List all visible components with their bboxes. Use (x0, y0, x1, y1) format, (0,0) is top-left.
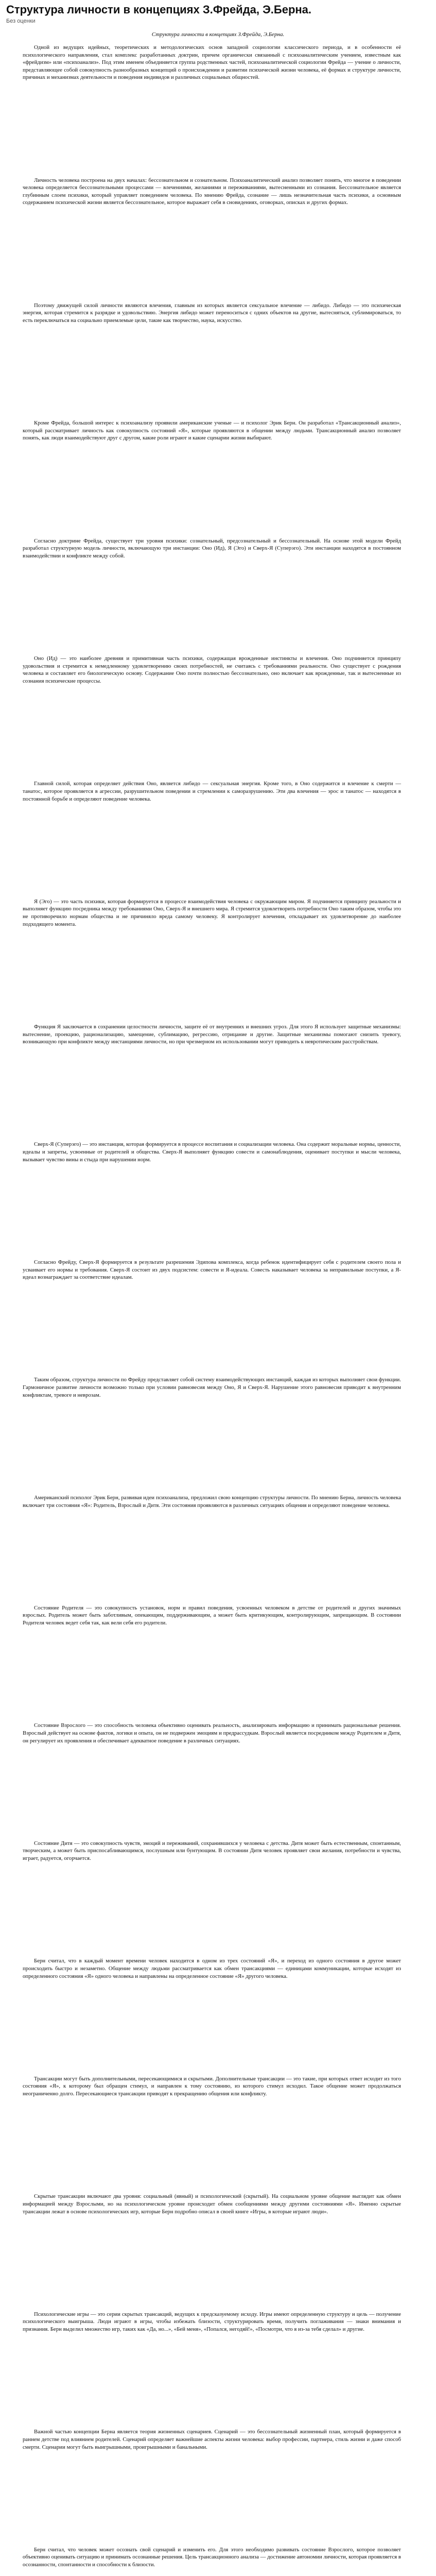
paragraph: Таким образом, структура личности по Фрейду представляет собой систему взаимодействующих инстанций, каждая из которых выполняет свои функции. Гармоничное развитие личности возможно только при условии равновесия между Оно, Я и Сверх-Я. Нарушение этого равновесия приводит к внутренним конфликтам, тревоге и неврозам. (23, 1377, 401, 1398)
paragraph: Состояние Родителя — это совокупность установок, норм и правил поведения, усвоенных человеком в детстве от родителей и других значимых взрослых. Родитель может быть заботливым, опекающим, поддерживающим, а может быть критикующим, контролирующим, запрещающим. В состоянии Родителя человек ведет себя так, как вели себя его родители. (23, 1604, 401, 1626)
essay-heading: Структура личности в концепциях З.Фрейда, Э.Берна. (151, 31, 285, 38)
paragraph: Трансакции могут быть дополнительными, пересекающимися и скрытыми. Дополнительные трансакции — это такие, при которых ответ исходит из того состояния «Я», к которому был обращен стимул, и направлен к тому состоянию, из которого стимул исходил. Такое общение может продолжаться неограниченно долго. Пересекающиеся трансакции приводят к прекращению общения или конфликту. (23, 2075, 401, 2097)
essay-body (6, 44, 430, 2576)
paragraph: Я (Эго) — это часть психики, которая формируется в процессе взаимодействия человека с окружающим миром. Я подчиняется принципу реальности и выполняет функцию посредника между требованиями Оно, Сверх-Я и внешнего мира. Я стремится удовлетворить потребности Оно таким образом, чтобы это не противоречило нормам общества и не причиняло вреда самому человеку. Я контролирует влечения, откладывает их удовлетворение до наиболее подходящего момента. (23, 898, 401, 927)
paragraph: Состояние Дитя — это совокупность чувств, эмоций и переживаний, сохранившихся у человека с детства. Дитя может быть естественным, спонтанным, творческим, а может быть приспосабливающимся, послушным или бунтующим. В состоянии Дитя человек проявляет свои желания, потребности и чувства, играет, радуется, огорчается. (23, 1840, 401, 1862)
paragraph: Состояние Взрослого — это способность человека объективно оценивать реальность, анализировать информацию и принимать рациональные решения. Взрослый действует на основе фактов, логики и опыта, он не подвержен эмоциям и предрассудкам. Взрослый является посредником между Родителем и Дитя, он регулирует их проявления и обеспечивает адекватное поведение в различных ситуациях. (23, 1722, 401, 1744)
paragraph: Сверх-Я (Суперэго) — это инстанция, которая формируется в процессе воспитания и социализации человека. Она содержит моральные нормы, ценности, идеалы и запреты, усвоенные от родителей и общества. Сверх-Я выполняет функцию совести и самонаблюдения, оценивает поступки и мысли человека, вызывает чувство вины и стыда при нарушении норм. (23, 1141, 401, 1163)
document-title: Структура личности в концепциях З.Фрейда, Э.Берна. (6, 3, 312, 16)
paragraph: Американский психолог Эрик Берн, развивая идеи психоанализа, предложил свою концепцию структуры личности. По мнению Берна, личность человека включает три состояния «Я»: Родитель, Взрослый и Дитя. Эти состояния проявляются в различных ситуациях общения и определяют поведение человека. (23, 1494, 401, 1509)
paragraph: Поэтому движущей силой личности являются влечения, главным из которых является сексуальное влечение — либидо. Либидо — это психическая энергия, которая стремится к разрядке и удовольствию. Энергия либидо может переноситься с одних объектов на другие, вытесняться, сублимироваться, то есть переключаться на социально приемлемые цели, такие как творчество, наука, искусство. (23, 302, 401, 324)
paragraph: Берн считал, что в каждый момент времени человек находится в одном из трех состояний «Я», и переход из одного состояния в другое может происходить быстро и незаметно. Общение между людьми рассматривается как обмен трансакциями — единицами коммуникации, которые исходят из определенного состояния «Я» одного человека и направлены на определенное состояние «Я» другого человека. (23, 1958, 401, 1979)
paragraph: Одной из ведущих идейных, теоретических и методологических основ западной социологии классического периода, и в особенности её психологического направления, стал комплекс разработанных доктрин, причем органически связанный с психоаналитическим учением, известным как «фрейдизм» или «психоанализ». Под этим именем объединяется группа родственных частей, психоаналитической социологии Фрейда — учение о личности, представляющее собой совокупность разнообразных концепций о происхождении и развитии психической жизни человека, её формах и структуре личности, причинах и механизмах деятельности и поведения индивидов и различных социальных общностей. (23, 44, 401, 81)
document-meta: Без оценки (6, 18, 36, 24)
paragraph: Функция Я заключается в сохранении целостности личности, защите её от внутренних и внешних угроз. Для этого Я использует защитные механизмы: вытеснение, проекцию, рационализацию, замещение, сублимацию, регрессию, отрицание и другие. Защитные механизмы помогают снизить тревогу, возникающую при конфликте между инстанциями личности, но при чрезмерном их использовании могут приводить к невротическим расстройствам. (23, 1023, 401, 1045)
paragraph: Главной силой, которая определяет действия Оно, является либидо — сексуальная энергия. Кроме того, в Оно содержится и влечение к смерти — танатос, которое проявляется в агрессии, разрушительном поведении и стремлении к саморазрушению. Эти два влечения — эрос и танатос — находятся в постоянной борьбе и определяют поведение человека. (23, 781, 401, 802)
paragraph: Личность человека построена на двух началах: бессознательном и сознательном. Психоаналитический анализ позволяет понять, что многое в поведении человека определяется бессознательными процессами — влечениями, желаниями и переживаниями, вытесненными из сознания. Бессознательное является глубинным слоем психики, который управляет поведением человека. По мнению Фрейда, сознание — лишь незначительная часть психики, а основным содержанием психической жизни является бессознательное, которое выражает себя в сновидениях, оговорках, описках и других формах. (23, 177, 401, 206)
paragraph: Согласно Фрейду, Сверх-Я формируется в результате разрешения Эдипова комплекса, когда ребенок идентифицирует себя с родителем своего пола и усваивает его нормы и требования. Сверх-Я состоит из двух подсистем: совести и Я-идеала. Совесть наказывает человека за неправильные поступки, а Я-идеал вознаграждает за соответствие идеалам. (23, 1259, 401, 1281)
paragraph: Согласно доктрине Фрейда, существует три уровня психики: сознательный, предсознательный и бессознательный. На основе этой модели Фрейд разработал структурную модель личности, включающую три инстанции: Оно (Ид), Я (Эго) и Сверх-Я (Суперэго). Эти инстанции находятся в постоянном взаимодействии и конфликте между собой. (23, 537, 401, 559)
paragraph: Кроме Фрейда, большой интерес к психоанализу проявили американские ученые — и психолог Эрик Берн. Он разработал «Трансакционный анализ», который рассматривает личность как совокупность состояний «Я», которые проявляются в общении между людьми. Трансакционный анализ позволяет понять, как люди взаимодействуют друг с другом, какие роли играют и какие сценарии жизни выбирают. (23, 420, 401, 442)
paragraph: Психологические игры — это серии скрытых трансакций, ведущих к предсказуемому исходу. Игры имеют определенную структуру и цель — получение психологического выигрыша. Люди играют в игры, чтобы избежать близости, структурировать время, получить поглаживания — знаки внимания и признания. Берн выделил множество игр, таких как «Да, но...», «Бей меня», «Попался, негодяй!», «Посмотри, что я из-за тебя сделал» и другие. (23, 2311, 401, 2333)
paragraph: Оно (Ид) — это наиболее древняя и примитивная часть психики, содержащая врожденные инстинкты и влечения. Оно подчиняется принципу удовольствия и стремится к немедленному удовлетворению своих потребностей, не считаясь с требованиями реальности. Оно существует с рождения человека и составляет его биологическую основу. Содержание Оно почти полностью бессознательно, оно включает как врожденные, так и вытесненные из сознания психические процессы. (23, 655, 401, 685)
paragraph: Скрытые трансакции включают два уровня: социальный (явный) и психологический (скрытый). На социальном уровне общение выглядит как обмен информацией между Взрослыми, но на психологическом уровне происходит обмен сообщениями между другими состояниями «Я». Именно скрытые трансакции лежат в основе психологических игр, которые Берн подробно описал в своей книге «Игры, в которые играют люди». (23, 2193, 401, 2215)
paragraph: Берн считал, что человек может осознать свой сценарий и изменить его. Для этого необходимо развивать состояние Взрослого, которое позволяет объективно оценивать ситуацию и принимать осознанные решения. Цель трансакционного анализа — достижение автономии личности, которая проявляется в осознанности, спонтанности и способности к близости. (23, 2546, 401, 2568)
paragraph: Важной частью концепции Берна является теория жизненных сценариев. Сценарий — это бессознательный жизненный план, который формируется в раннем детстве под влиянием родителей. Сценарий определяет важнейшие аспекты жизни человека: выбор профессии, партнера, стиль жизни и даже способ смерти. Сценарии могут быть выигрышными, проигрышными и банальными. (23, 2429, 401, 2450)
